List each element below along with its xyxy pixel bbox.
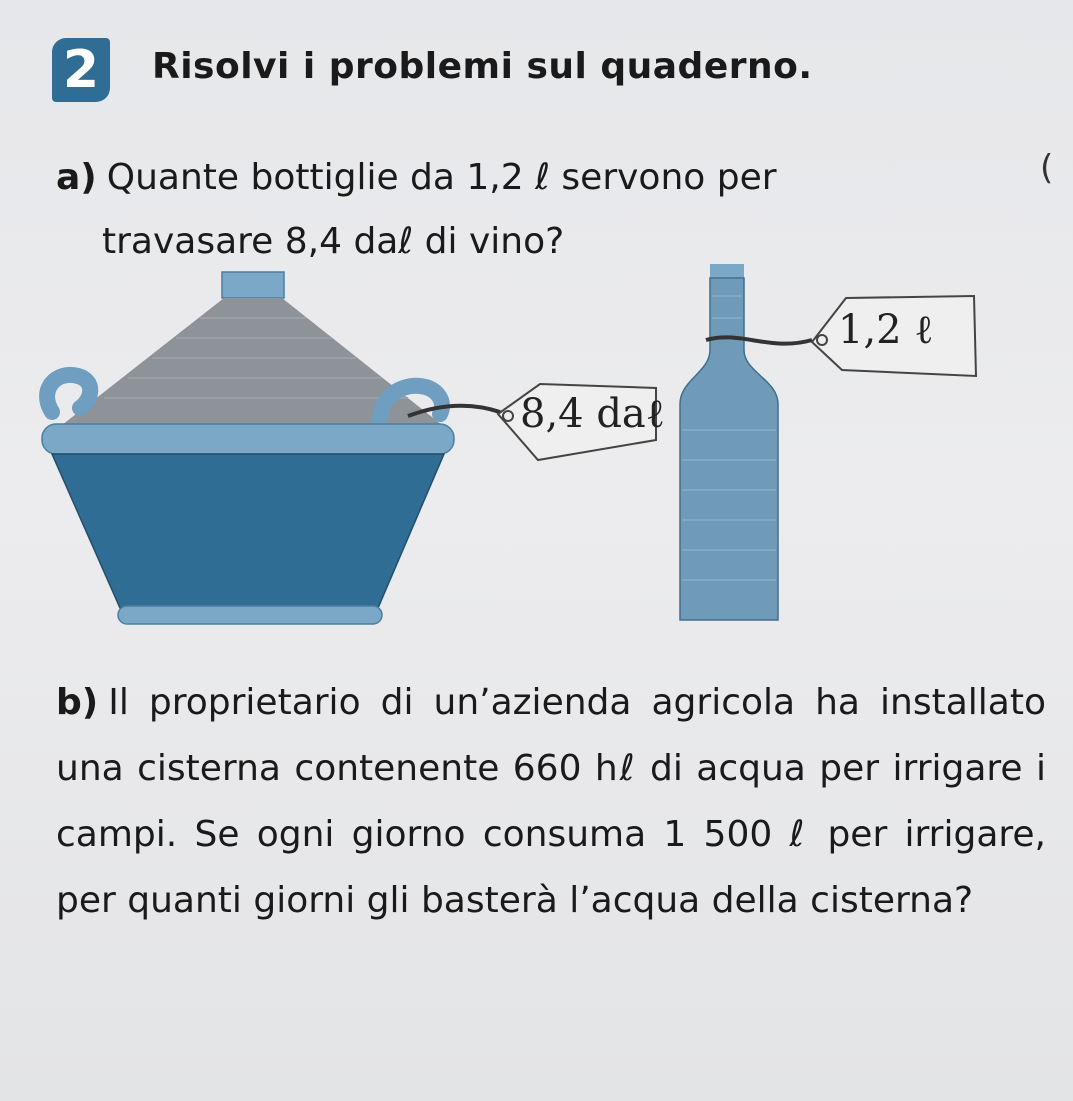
exercise-instruction: Risolvi i problemi sul quaderno. <box>152 46 813 87</box>
problem-a-label: a) <box>56 157 97 198</box>
bottle-tag-label: 1,2 ℓ <box>838 307 934 353</box>
exercise-number-badge: 2 <box>52 38 110 102</box>
problem-b <box>56 670 1046 934</box>
margin-mark: ( <box>1040 148 1054 188</box>
demijohn-icon <box>42 272 454 624</box>
problem-b-label: b) <box>56 682 99 723</box>
problem-b-text: Il proprietario di un’azienda agricola ha installato una cisterna contenente 660 hℓ di acqua per irrigare i campi. Se ogni giorno consuma 1 500 ℓ per irrigare, per quanti giorni gli basterà l’acqua della cisterna? <box>56 682 1046 921</box>
problem-a-text-line1: Quante bottiglie da 1,2 ℓ servono per <box>106 157 777 198</box>
demijohn-tag-label: 8,4 daℓ <box>520 391 665 437</box>
bottle-icon <box>680 264 778 620</box>
problem-a-line2: travasare 8,4 daℓ di vino? <box>102 221 565 262</box>
